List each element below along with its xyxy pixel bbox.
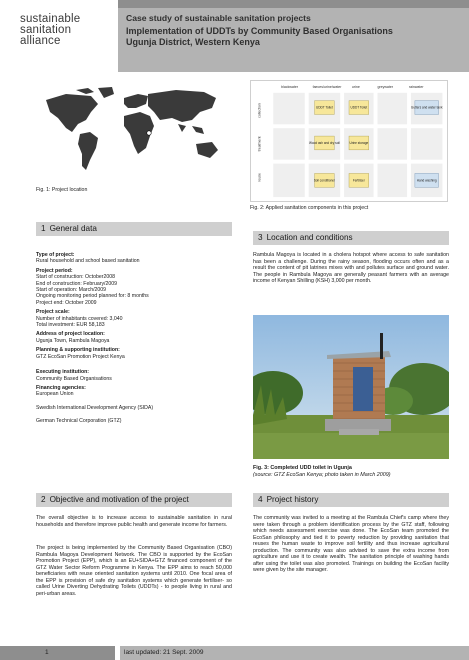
matrix-cell-hand-washing: Hand washing bbox=[416, 178, 437, 183]
objective-paragraph-1: The overall objective is to increase access to sustainable sanitation in rural households and therefore improve public health and generate income for farmers. bbox=[36, 515, 232, 528]
matrix-cell-woodash: Wood ash and dry soil bbox=[308, 140, 340, 145]
header-subtitle: Implementation of UDDTs by Community Based Organisations bbox=[126, 26, 393, 36]
section-3-header: 3 Location and conditions bbox=[253, 231, 449, 245]
world-map bbox=[36, 82, 232, 180]
uddt-toilet-photo bbox=[253, 315, 449, 459]
matrix-cell-uddt2: UDDT Toilet bbox=[350, 105, 368, 110]
fig2-caption: Fig. 2: Applied sanitation components in this project bbox=[250, 205, 369, 211]
sanitation-components-matrix bbox=[250, 80, 448, 202]
matrix-col-urine: urine bbox=[351, 84, 360, 89]
matrix-cell-soil-conditioner: Soil conditioner bbox=[313, 178, 336, 183]
matrix-cell-uddt: UDDT Toilet bbox=[316, 105, 333, 110]
general-data: Type of project: Rural household and school based sanitation Project period: Start of construction: October2008 End of construction: February/2009 Start of operation: March/2009 Ongoing monitoring period planned for: 8 months Project end: October 2009 Project scale: Number of inhabitants covered: 3,040 Total investment: EUR 58,183 Address of project location: Ugunja Town, Rambula Magoya Planning & supporting institution: GTZ EcoSan Promotion Project Kenya Executing institution: Community Based Organisations Financing agencies: European Union Swedish International Development Agency (SIDA) German Technical Corporation (GTZ) bbox=[36, 252, 154, 425]
header-band bbox=[118, 8, 469, 72]
matrix-cell-gutters: Gutters and water tank bbox=[410, 105, 443, 110]
history-paragraph: The community was invited to a meeting at the Rambula Chief's camp where they were taken through a problem identification process by the GTZ staff, following which needs assessment exercise was done. The EcoSan team promoted the EcoSan philosophy and tied it to poverty reduction by providing sanitation that reuses the human waste to improve soil fertility and thus increase agricultural production. The community was also advised to save the extra income from agriculture and use it to create wealth. The sanitation principle of washing hands after using the toilet was also promoted. Trainings on building the EcoSan facility were given by the site manager. bbox=[253, 515, 449, 573]
matrix-cell-fertiliser: Fertiliser bbox=[352, 178, 365, 183]
header-title: Case study of sustainable sanitation projects bbox=[126, 13, 311, 23]
section-4-header: 4 Project history bbox=[253, 493, 449, 507]
matrix-col-blackwater: blackwater bbox=[281, 84, 299, 89]
last-updated: last updated: 21 Sept. 2009 bbox=[124, 649, 204, 656]
matrix-row-collection: collection bbox=[257, 103, 262, 118]
objective-paragraph-2: The project is being implemented by the Community Based Organisation (CBO) Rambula Magoya Development Network. The CBO is supported by the EcoSan Promotion Project (EPP), which is an EU+SIDA+GTZ financed component of the GTZ Water Sector Reform Programme in Kenya. The EPP aims to reach 50,000 beneficiaries with reuse oriented sanitation systems until 2010. One focal area of the EPP is provision of safe dry sanitation systems which generate fertiliser- so called Urine Diverting Dehydrating Toilets (UDDTs) - to people living in rural and peri-urban areas. bbox=[36, 545, 232, 597]
matrix-col-faeces: faeces/urine/water bbox=[312, 84, 342, 89]
section-1-header: 1 General data bbox=[36, 222, 232, 236]
matrix-col-rainwater: rainwater bbox=[409, 84, 424, 89]
fig1-caption: Fig. 1: Project location bbox=[36, 187, 88, 193]
section-2-header: 2 Objective and motivation of the project bbox=[36, 493, 232, 507]
matrix-row-treatment: treatment bbox=[257, 136, 262, 152]
fig3-caption: Fig. 3: Completed UDD toilet in Ugunja (source: GTZ EcoSan Kenya; photo taken in March 2009) bbox=[253, 465, 391, 478]
footer-bar bbox=[0, 646, 469, 660]
location-paragraph: Rambula Magoya is located in a cholera hotspot where access to safe sanitation has been a challenge. During the rainy season, flooding occurs often and as a result the content of pit latrines mixes with and pollutes surface and ground water. The people in Rambula Magoya are generally peasant farmers with an average income of Kenyan Shilling (KSH) 3,000 per month. bbox=[253, 252, 449, 284]
matrix-row-reuse: reuse bbox=[257, 172, 262, 182]
sustainable-sanitation-alliance-logo: sustainable sanitation alliance bbox=[0, 0, 118, 72]
page-number: 1 bbox=[0, 646, 115, 660]
matrix-col-greywater: greywater bbox=[377, 84, 394, 89]
header-location: Ugunja District, Western Kenya bbox=[126, 37, 260, 47]
matrix-cell-urine-storage: Urine storage bbox=[349, 140, 369, 145]
